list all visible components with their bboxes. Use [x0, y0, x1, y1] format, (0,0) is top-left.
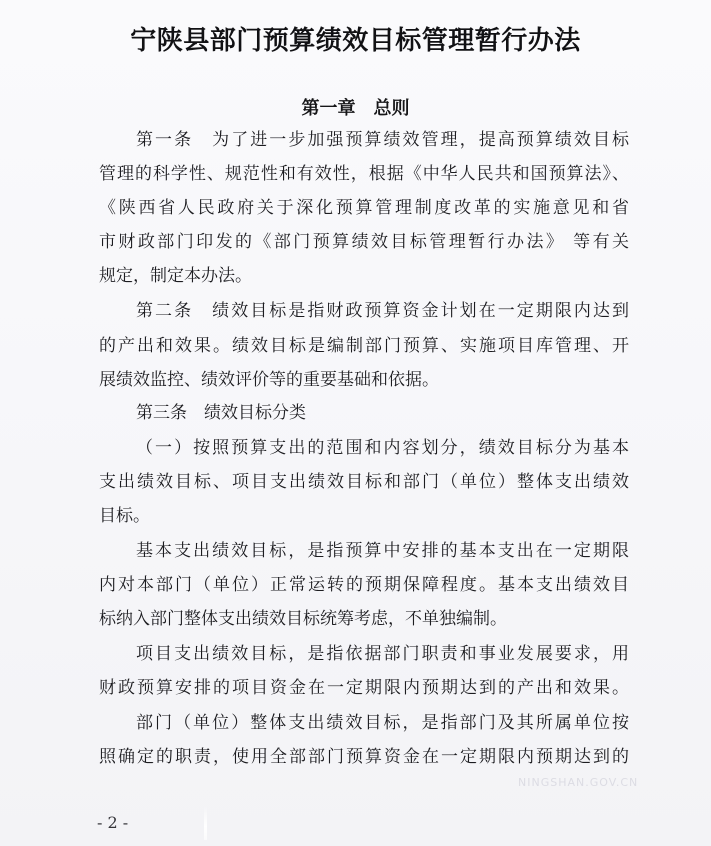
paragraph-line: 标纳入部门整体支出绩效目标统筹考虑，不单独编制。	[99, 609, 507, 629]
paragraph-line: 部门（单位）整体支出绩效目标，是指部门及其所属单位按	[136, 713, 629, 733]
scan-artifact	[204, 806, 207, 840]
paragraph-line: 目标。	[99, 506, 150, 526]
document-title: 宁陕县部门预算绩效目标管理暂行办法	[130, 26, 581, 56]
paragraph-line: 第一条 为了进一步加强预算绩效管理，提高预算绩效目标	[136, 130, 629, 150]
paragraph-line: 内对本部门（单位）正常运转的预期保障程度。基本支出绩效目	[99, 575, 629, 595]
paragraph-line: 市财政部门印发的《部门预算绩效目标管理暂行办法》 等有关	[99, 232, 629, 252]
paragraph-line: 展绩效监控、绩效评价等的重要基础和依据。	[99, 370, 439, 390]
paragraph-line: 管理的科学性、规范性和有效性，根据《中华人民共和国预算法》、	[99, 164, 629, 184]
paragraph-line: 支出绩效目标、项目支出绩效目标和部门（单位）整体支出绩效	[99, 472, 629, 492]
paragraph-line: 照确定的职责，使用全部部门预算资金在一定期限内预期达到的	[99, 747, 629, 767]
paragraph-line: 规定，制定本办法。	[99, 266, 252, 286]
watermark: NINGSHAN.GOV.CN	[518, 776, 639, 789]
paragraph-line: 第二条 绩效目标是指财政预算资金计划在一定期限内达到	[136, 301, 629, 321]
page-number: - 2 -	[97, 813, 129, 832]
paragraph-line: 的产出和效果。绩效目标是编制部门预算、实施项目库管理、开	[99, 336, 629, 356]
paragraph-line: 项目支出绩效目标，是指依据部门职责和事业发展要求，用	[136, 644, 629, 664]
chapter-heading: 第一章 总则	[301, 98, 410, 119]
paragraph-line: （一）按照预算支出的范围和内容划分，绩效目标分为基本	[136, 438, 629, 458]
paragraph-line: 《陕西省人民政府关于深化预算管理制度改革的实施意见和省	[99, 198, 629, 218]
paragraph-line: 财政预算安排的项目资金在一定期限内预期达到的产出和效果。	[99, 678, 629, 698]
paragraph-line: 第三条 绩效目标分类	[136, 403, 306, 423]
paragraph-line: 基本支出绩效目标，是指预算中安排的基本支出在一定期限	[136, 541, 629, 561]
